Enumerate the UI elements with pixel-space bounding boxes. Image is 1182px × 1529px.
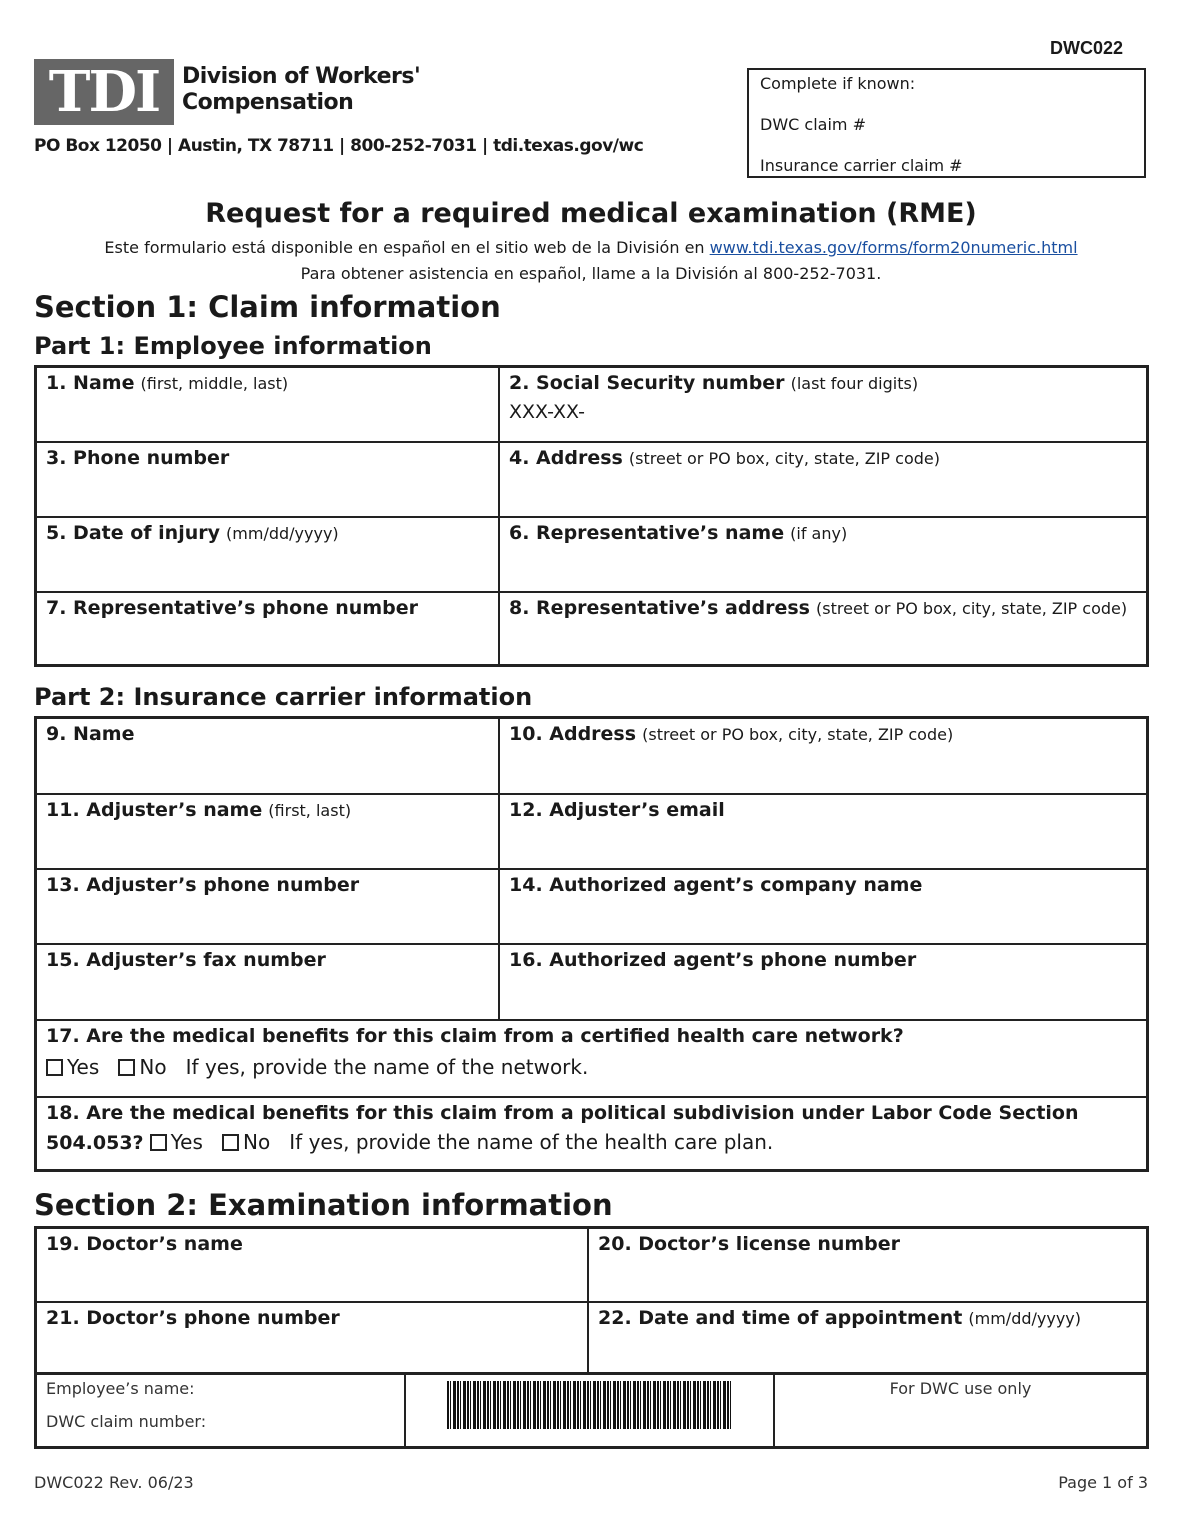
field-adjuster-phone[interactable]	[37, 870, 500, 945]
label: 16. Authorized agent’s phone number	[509, 949, 917, 971]
part2-heading: Part 2: Insurance carrier information	[34, 683, 533, 711]
hint: (mm/dd/yyyy)	[226, 524, 339, 543]
field-rep-address[interactable]	[500, 593, 1146, 664]
label: 5. Date of injury	[46, 522, 220, 544]
field-carrier-name[interactable]	[37, 719, 500, 795]
label: 11. Adjuster’s name	[46, 799, 263, 821]
label: 6. Representative’s name	[509, 522, 785, 544]
dwc-use-box: For DWC use only	[889, 1379, 1032, 1398]
barcode	[447, 1381, 732, 1429]
complete-if-known-box	[747, 68, 1146, 178]
carrier-claim-field[interactable]: Insurance carrier claim #	[760, 156, 963, 175]
spanish-note	[0, 238, 1182, 257]
label: 22. Date and time of appointment	[598, 1307, 963, 1329]
label: 2. Social Security number	[509, 372, 785, 394]
org-line1: Division of Workers'	[182, 64, 421, 89]
field-doctor-name[interactable]	[37, 1229, 589, 1303]
employee-table	[34, 365, 1149, 667]
barcode-box	[406, 1375, 775, 1446]
plan-note: If yes, provide the name of the health care plan.	[289, 1130, 774, 1154]
footer-employee-box	[37, 1375, 406, 1446]
dwc-claim-field[interactable]: DWC claim #	[760, 115, 866, 134]
hint: (street or PO box, city, state, ZIP code)	[628, 449, 940, 468]
field-name[interactable]	[37, 368, 500, 443]
field-ssn[interactable]	[500, 368, 1146, 443]
field-network	[37, 1021, 1146, 1098]
field-date-of-injury[interactable]	[37, 518, 500, 593]
exam-table	[34, 1226, 1149, 1449]
hint: (first, middle, last)	[140, 374, 289, 393]
label: 13. Adjuster’s phone number	[46, 874, 360, 896]
label: 9. Name	[46, 723, 135, 745]
hint: (street or PO box, city, state, ZIP code)	[642, 725, 954, 744]
label: 4. Address	[509, 447, 623, 469]
field-political-subdivision	[37, 1098, 1146, 1169]
field-rep-phone[interactable]	[37, 593, 500, 664]
revision: DWC022 Rev. 06/23	[34, 1473, 194, 1492]
field-adjuster-email[interactable]	[500, 795, 1146, 870]
known-title: Complete if known:	[760, 74, 916, 93]
network-note: If yes, provide the name of the network.	[185, 1055, 589, 1079]
yes-checkbox[interactable]	[150, 1134, 167, 1151]
field-doctor-license[interactable]	[589, 1229, 1146, 1303]
part1-heading: Part 1: Employee information	[34, 332, 432, 360]
employee-name-label: Employee’s name:	[46, 1379, 195, 1398]
label: 1. Name	[46, 372, 135, 394]
org-name	[182, 64, 420, 116]
field-adjuster-fax[interactable]	[37, 945, 500, 1021]
field-phone[interactable]	[37, 443, 500, 518]
field-agent-phone[interactable]	[500, 945, 1146, 1021]
yes-checkbox[interactable]	[46, 1059, 63, 1076]
yes-label: Yes	[67, 1055, 100, 1079]
field-agent-company[interactable]	[500, 870, 1146, 945]
field-appointment[interactable]	[589, 1303, 1146, 1375]
form-id: DWC022	[1050, 38, 1124, 58]
hint: (last four digits)	[790, 374, 919, 393]
label: 10. Address	[509, 723, 637, 745]
no-checkbox[interactable]	[222, 1134, 239, 1151]
label: 18. Are the medical benefits for this claim from a political subdivision under Labor Code Section	[46, 1102, 1079, 1124]
hint: (mm/dd/yyyy)	[968, 1309, 1082, 1328]
no-label: No	[242, 1130, 271, 1154]
hint: (first, last)	[268, 801, 352, 820]
label: 15. Adjuster’s fax number	[46, 949, 326, 971]
label: 3. Phone number	[46, 447, 230, 469]
label: 12. Adjuster’s email	[509, 799, 725, 821]
section1-heading: Section 1: Claim information	[34, 290, 501, 324]
section2-heading: Section 2: Examination information	[34, 1188, 613, 1222]
page-number: Page 1 of 3	[1058, 1473, 1148, 1492]
yes-label: Yes	[170, 1130, 203, 1154]
agency-address: PO Box 12050 | Austin, TX 78711 | 800-252-7031 | tdi.texas.gov/wc	[34, 136, 644, 156]
label: 20. Doctor’s license number	[598, 1233, 901, 1255]
no-checkbox[interactable]	[118, 1059, 135, 1076]
tdi-logo: TDI	[34, 59, 174, 125]
org-line2: Compensation	[182, 90, 354, 115]
field-rep-name[interactable]	[500, 518, 1146, 593]
label-cont: 504.053?	[46, 1132, 144, 1154]
label: 19. Doctor’s name	[46, 1233, 243, 1255]
hint: (street or PO box, city, state, ZIP code)	[816, 599, 1128, 618]
label: 21. Doctor’s phone number	[46, 1307, 340, 1329]
no-label: No	[139, 1055, 167, 1079]
field-address[interactable]	[500, 443, 1146, 518]
label: 8. Representative’s address	[509, 597, 810, 619]
label: 7. Representative’s phone number	[46, 597, 418, 619]
carrier-table	[34, 716, 1149, 1172]
spanish-assist: Para obtener asistencia en español, llame a la División al 800-252-7031.	[300, 264, 882, 283]
claim-number-label: DWC claim number:	[46, 1412, 207, 1431]
field-adjuster-name[interactable]	[37, 795, 500, 870]
ssn-prefix: XXX-XX-	[509, 401, 585, 423]
form-title: Request for a required medical examination (RME)	[205, 198, 977, 229]
spanish-link[interactable]: www.tdi.texas.gov/forms/form20numeric.html	[709, 238, 1078, 257]
label: 14. Authorized agent’s company name	[509, 874, 923, 896]
label: 17. Are the medical benefits for this claim from a certified health care network?	[46, 1025, 904, 1047]
field-carrier-address[interactable]	[500, 719, 1146, 795]
field-doctor-phone[interactable]	[37, 1303, 589, 1375]
hint: (if any)	[790, 524, 848, 543]
spanish-text: Este formulario está disponible en español en el sitio web de la División en	[104, 238, 710, 257]
